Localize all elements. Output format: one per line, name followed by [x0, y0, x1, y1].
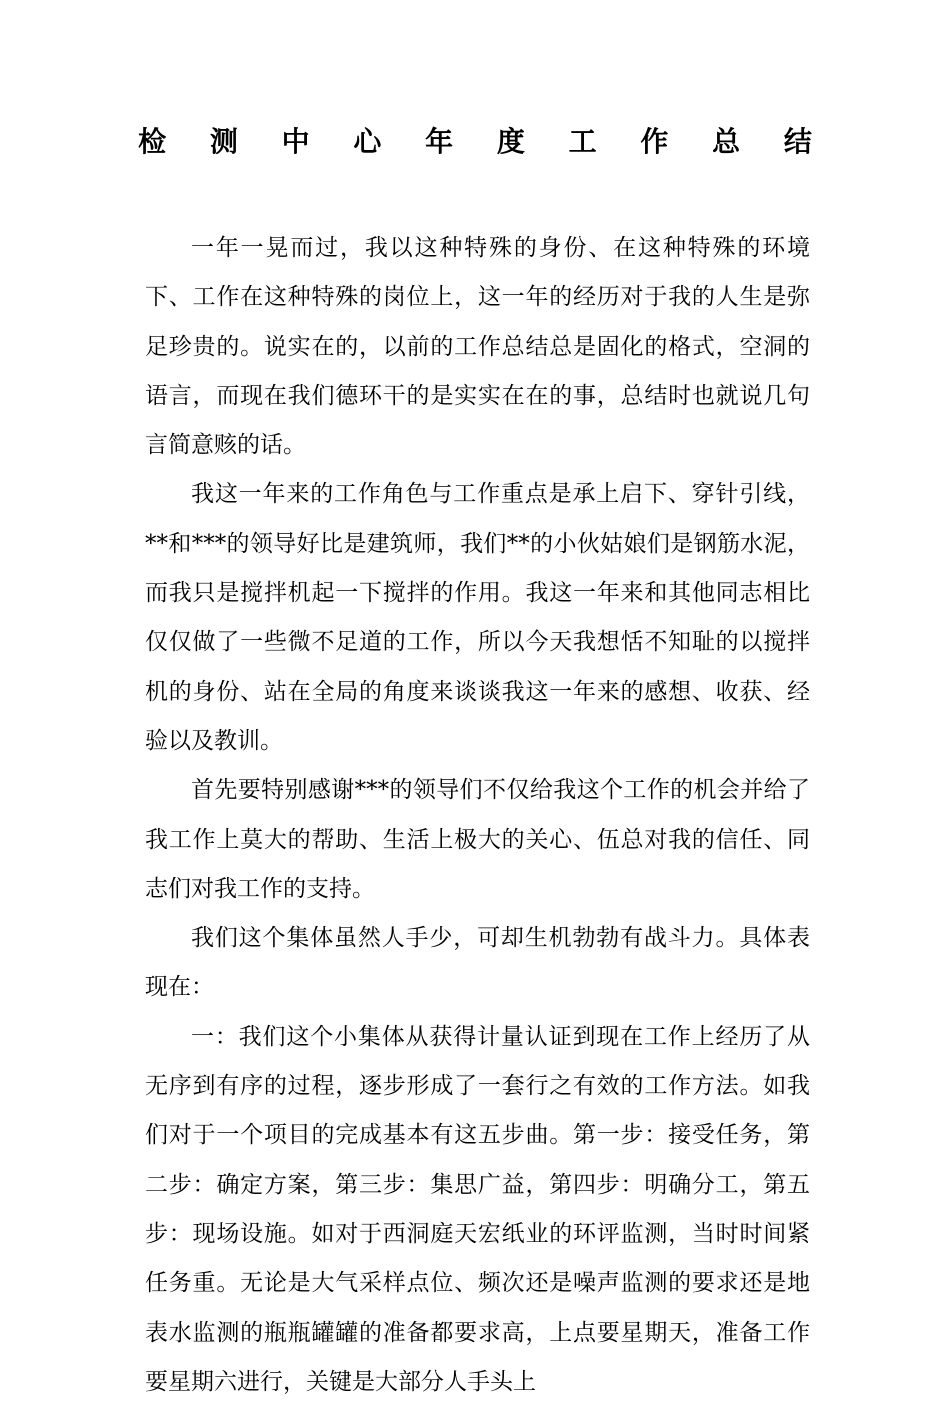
- paragraph-1: 一年一晃而过，我以这种特殊的身份、在这种特殊的环境下、工作在这种特殊的岗位上，这一年的经历对于我的人生是弥足珍贵的。说实在的，以前的工作总结总是固化的格式，空洞的语言，而现在我们德环干的是实实在在的事，总结时也就说几句言简意赅的话。: [145, 235, 810, 459]
- document-body: [145, 224, 810, 1407]
- paragraph-3: 首先要特别感谢***的领导们不仅给我这个工作的机会并给了我工作上莫大的帮助、生活上极大的关心、伍总对我的信任、同志们对我工作的支持。: [145, 777, 810, 902]
- document-title: 检 测 中 心 年 度 工 作 总 结: [138, 125, 829, 158]
- paragraph-4: 我们这个集体虽然人手少，可却生机勃勃有战斗力。具体表现在：: [145, 925, 810, 1001]
- paragraph-5: 一：我们这个小集体从获得计量认证到现在工作上经历了从无序到有序的过程，逐步形成了一套行之有效的工作方法。如我们对于一个项目的完成基本有这五步曲。第一步：接受任务，第二步：确定方案，第三步：集思广益，第四步：明确分工，第五步：现场设施。如对于西洞庭天宏纸业的环评监测，当时时间紧任务重。无论是大气采样点位、频次还是噪声监测的要求还是地表水监测的瓶瓶罐罐的准备都要求高，上点要星期天，准备工作要星期六进行，关键是大部分人手头上: [145, 1023, 810, 1395]
- paragraph-2: 我这一年来的工作角色与工作重点是承上启下、穿针引线，**和***的领导好比是建筑师，我们**的小伙姑娘们是钢筋水泥，而我只是搅拌机起一下搅拌的作用。我这一年来和其他同志相比仅仅做了一些微不足道的工作，所以今天我想恬不知耻的以搅拌机的身份、站在全局的角度来谈谈我这一年来的感想、收获、经验以及教训。: [145, 481, 810, 754]
